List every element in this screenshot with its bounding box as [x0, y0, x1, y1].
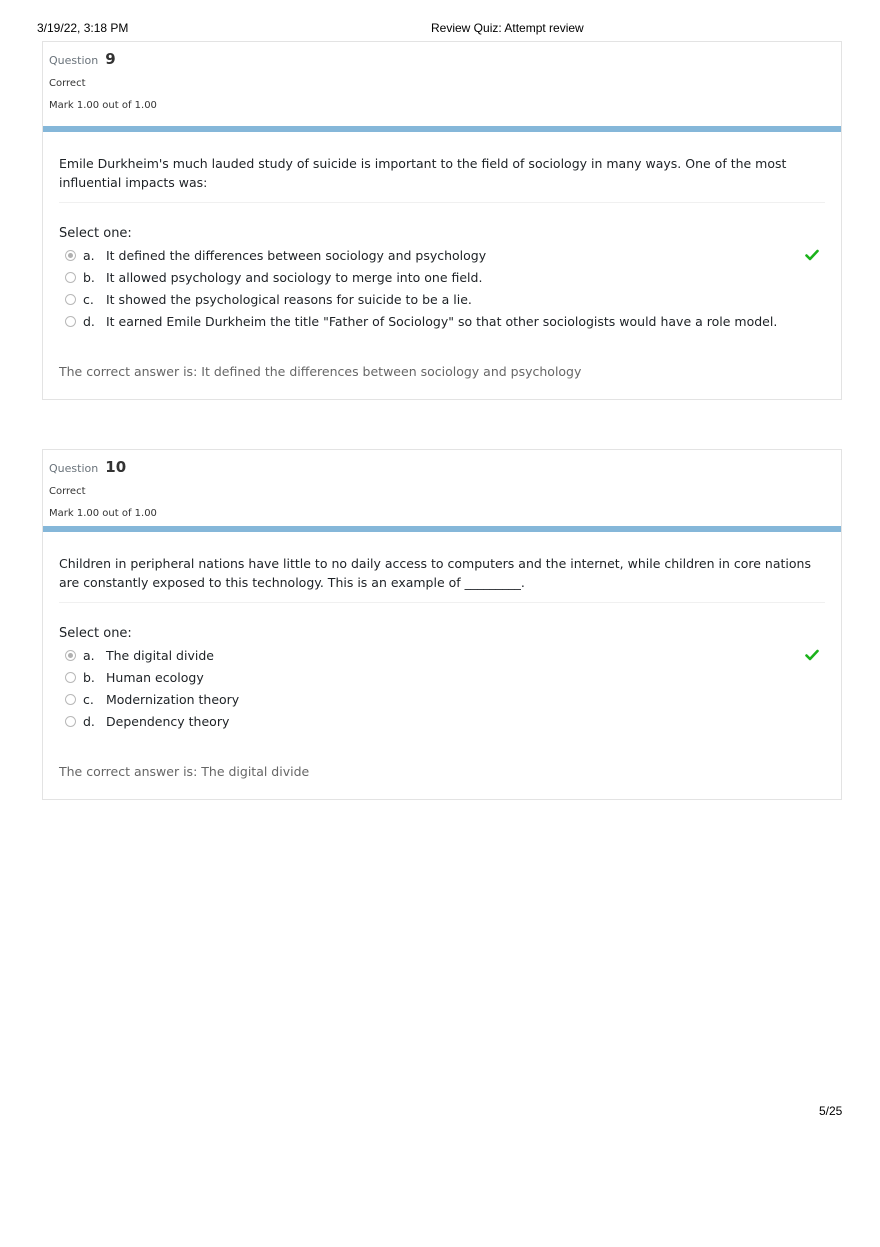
answer-text: It earned Emile Durkheim the title "Father of Sociology" so that other sociologists would have a role model. — [106, 314, 778, 329]
print-datetime: 3/19/22, 3:18 PM — [37, 21, 129, 35]
question-content — [43, 532, 841, 799]
answer-list — [59, 245, 825, 333]
answer-option-b[interactable] — [59, 267, 825, 289]
question-number-line — [49, 47, 835, 71]
question-info — [43, 450, 841, 532]
question-card-9 — [42, 41, 842, 400]
radio-button[interactable] — [65, 716, 76, 727]
question-grade: Mark 1.00 out of 1.00 — [49, 508, 157, 519]
answer-letter: d. — [83, 314, 95, 329]
question-number: 10 — [105, 458, 127, 476]
question-card-10 — [42, 449, 842, 800]
check-icon — [805, 648, 819, 662]
question-label: Question — [49, 462, 99, 475]
answer-text: It showed the psychological reasons for suicide to be a lie. — [106, 292, 472, 307]
answer-letter: c. — [83, 692, 94, 707]
answer-text: It allowed psychology and sociology to merge into one field. — [106, 270, 483, 285]
print-header — [0, 21, 880, 37]
answer-letter: d. — [83, 714, 95, 729]
radio-button[interactable] — [65, 650, 76, 661]
radio-button[interactable] — [65, 316, 76, 327]
answer-text: Modernization theory — [106, 692, 240, 707]
answer-option-c[interactable] — [59, 289, 825, 311]
question-content — [43, 132, 841, 399]
check-icon — [805, 248, 819, 262]
answer-letter: a. — [83, 248, 95, 263]
question-text: Children in peripheral nations have little to no daily access to computers and the internet, while children in core nations are constantly exposed to this technology. This is an example of _________. — [59, 532, 825, 603]
select-one-prompt: Select one: — [59, 226, 132, 241]
answer-option-a[interactable] — [59, 245, 825, 267]
answer-text: Human ecology — [106, 670, 204, 685]
radio-button[interactable] — [65, 672, 76, 683]
question-info-bar — [43, 526, 841, 532]
answer-text: The digital divide — [106, 648, 214, 663]
question-grade: Mark 1.00 out of 1.00 — [49, 100, 157, 111]
answer-letter: a. — [83, 648, 95, 663]
answer-option-a[interactable] — [59, 645, 825, 667]
radio-button[interactable] — [65, 694, 76, 705]
correct-answer-feedback: The correct answer is: It defined the differences between sociology and psychology — [59, 364, 582, 379]
question-info — [43, 42, 841, 132]
question-state: Correct — [49, 486, 86, 497]
question-text: Emile Durkheim's much lauded study of suicide is important to the field of sociology in many ways. One of the most influential impacts was: — [59, 132, 825, 203]
answer-list — [59, 645, 825, 733]
page-number: 5/25 — [819, 1104, 843, 1118]
question-info-bar — [43, 126, 841, 132]
question-number: 9 — [105, 50, 116, 68]
question-state: Correct — [49, 78, 86, 89]
answer-letter: c. — [83, 292, 94, 307]
answer-text: It defined the differences between sociology and psychology — [106, 248, 487, 263]
question-label: Question — [49, 54, 99, 67]
radio-button[interactable] — [65, 272, 76, 283]
answer-option-c[interactable] — [59, 689, 825, 711]
radio-button[interactable] — [65, 250, 76, 261]
answer-letter: b. — [83, 270, 95, 285]
print-page-title: Review Quiz: Attempt review — [431, 21, 584, 35]
radio-button[interactable] — [65, 294, 76, 305]
select-one-prompt: Select one: — [59, 626, 132, 641]
correct-answer-feedback: The correct answer is: The digital divide — [59, 764, 310, 779]
answer-option-d[interactable] — [59, 311, 825, 333]
answer-letter: b. — [83, 670, 95, 685]
answer-option-b[interactable] — [59, 667, 825, 689]
answer-option-d[interactable] — [59, 711, 825, 733]
answer-text: Dependency theory — [106, 714, 230, 729]
question-number-line — [49, 455, 835, 479]
